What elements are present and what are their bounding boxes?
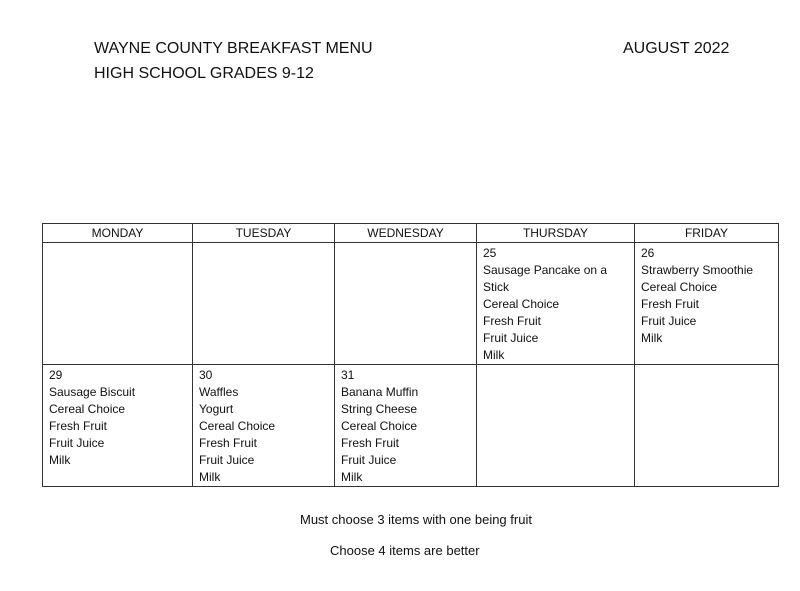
day-date: 30 [199,368,213,382]
menu-item: Sausage Biscuit [49,385,136,399]
day-header-monday: MONDAY [43,224,193,243]
day-cell-thursday-25 [477,243,635,365]
week-row-2 [43,365,779,487]
menu-item: String Cheese [341,402,418,416]
menu-item: Cereal Choice [641,280,718,294]
day-cell-monday-29 [43,365,193,487]
day-header-row [43,224,779,243]
day-cell-empty [43,243,193,365]
menu-calendar-table [42,223,779,487]
day-header-tuesday: TUESDAY [193,224,335,243]
menu-item: Strawberry Smoothie [641,263,754,277]
menu-item: Milk [49,453,71,467]
day-cell-wednesday-31 [335,365,477,487]
menu-item: Fresh Fruit [49,419,108,433]
menu-item: Cereal Choice [483,297,560,311]
menu-item: Cereal Choice [341,419,418,433]
day-cell-empty [193,243,335,365]
menu-subtitle: HIGH SCHOOL GRADES 9-12 [94,65,314,82]
menu-item: Milk [483,348,505,362]
day-date: 25 [483,246,497,260]
menu-item: Cereal Choice [49,402,126,416]
menu-item: Milk [199,470,221,484]
menu-item: Fruit Juice [341,453,397,467]
menu-item: Fruit Juice [483,331,539,345]
menu-item: Sausage Pancake on a [483,263,608,277]
week-row-1 [43,243,779,365]
menu-title: WAYNE COUNTY BREAKFAST MENU [94,40,373,57]
footer-note-requirement: Must choose 3 items with one being fruit [300,512,532,527]
menu-item: Fruit Juice [641,314,697,328]
menu-item: Yogurt [199,402,234,416]
day-header-thursday: THURSDAY [477,224,635,243]
day-cell-empty [477,365,635,487]
menu-item: Fruit Juice [199,453,255,467]
menu-item: Fresh Fruit [199,436,258,450]
day-date: 31 [341,368,355,382]
day-header-wednesday: WEDNESDAY [335,224,477,243]
day-date: 26 [641,246,655,260]
day-cell-empty [635,365,779,487]
menu-item: Stick [483,280,510,294]
day-header-friday: FRIDAY [635,224,779,243]
menu-item: Fresh Fruit [641,297,700,311]
menu-title-block [94,36,373,86]
menu-item: Fruit Juice [49,436,105,450]
menu-item: Banana Muffin [341,385,419,399]
menu-month: AUGUST 2022 [623,40,730,57]
menu-item: Milk [341,470,363,484]
day-cell-tuesday-30 [193,365,335,487]
menu-item: Fresh Fruit [483,314,542,328]
day-cell-empty [335,243,477,365]
menu-item: Milk [641,331,663,345]
menu-item: Waffles [199,385,239,399]
day-date: 29 [49,368,63,382]
menu-item: Fresh Fruit [341,436,400,450]
footer-note-recommendation: Choose 4 items are better [330,543,480,558]
menu-item: Cereal Choice [199,419,276,433]
day-cell-friday-26 [635,243,779,365]
